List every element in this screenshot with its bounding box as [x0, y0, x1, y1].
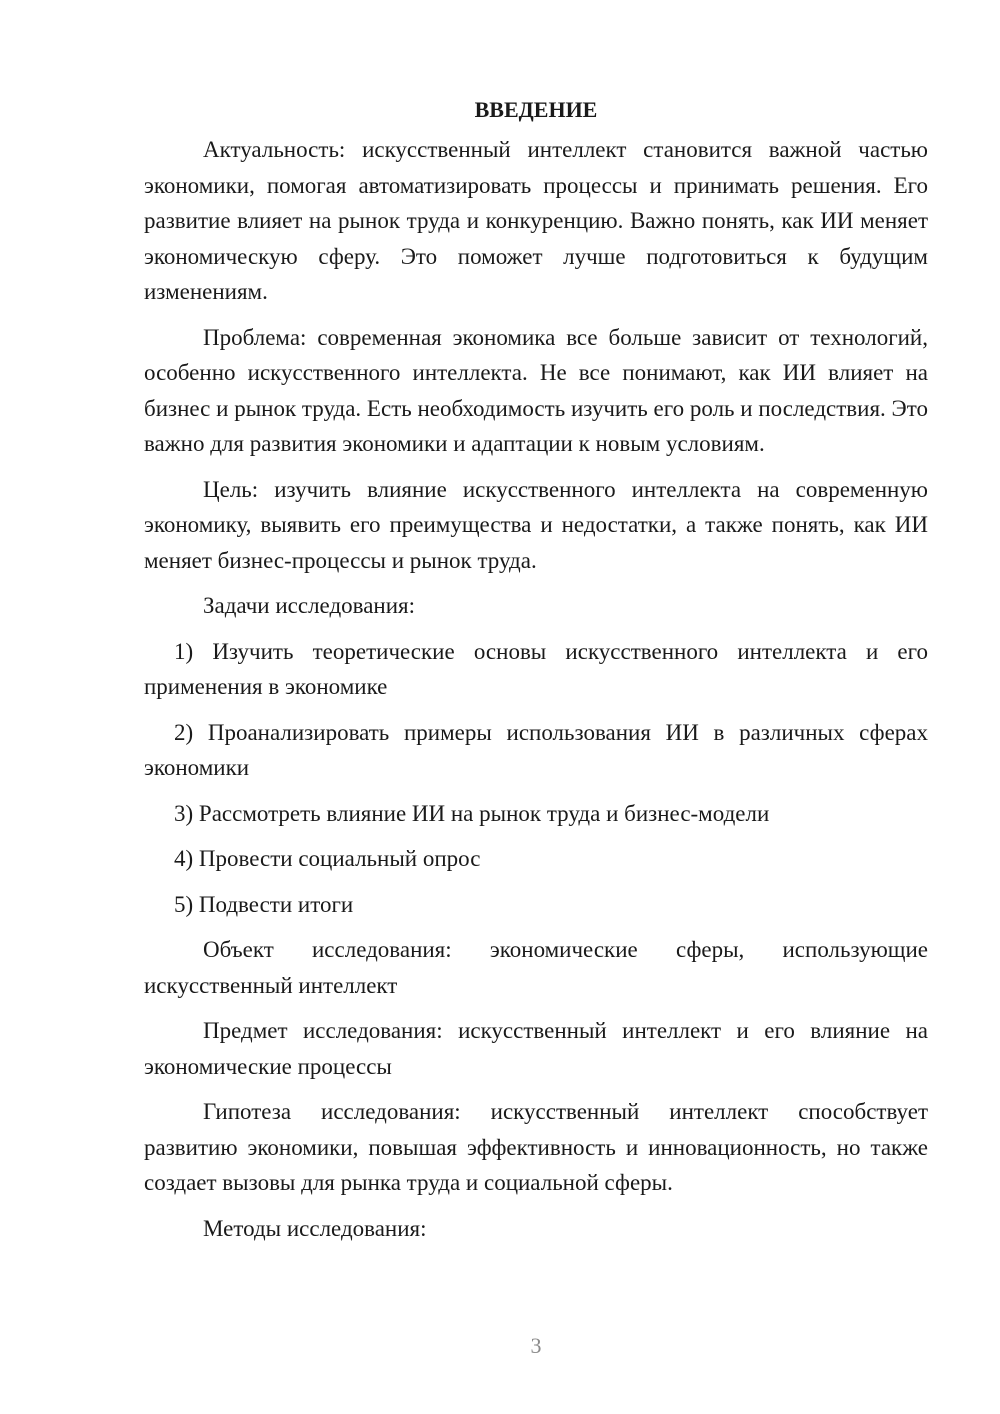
task-item-5: 5) Подвести итоги	[174, 891, 354, 917]
document-page	[144, 92, 928, 1256]
tasks-heading: Задачи исследования:	[203, 593, 416, 618]
problem-paragraph: Проблема: современная экономика все больше зависит от технологий, особенно искусственного интеллекта. Не все понимают, как ИИ влияет на бизнес и рынок труда. Есть необходимость изучить его роль и последствия. Это важно для развития экономики и адаптации к новым условиям.	[144, 324, 928, 456]
task-item-2: 2) Проанализировать примеры использования ИИ в различных сферах экономики	[144, 719, 928, 780]
subject-paragraph: Предмет исследования: искусственный интеллект и его влияние на экономические процессы	[144, 1018, 928, 1079]
page-number: 3	[530, 1333, 542, 1358]
task-item-1: 1) Изучить теоретические основы искусственного интеллекта и его применения в экономике	[144, 638, 928, 699]
task-item-3: 3) Рассмотреть влияние ИИ на рынок труда и бизнес-модели	[174, 800, 770, 826]
object-paragraph: Объект исследования: экономические сферы, использующие искусственный интеллект	[144, 937, 928, 998]
section-title: ВВЕДЕНИЕ	[474, 97, 598, 122]
goal-paragraph: Цель: изучить влияние искусственного интеллекта на современную экономику, выявить его преимущества и недостатки, а также понять, как ИИ меняет бизнес-процессы и рынок труда.	[144, 476, 928, 573]
hypothesis-paragraph: Гипотеза исследования: искусственный интеллект способствует развитию экономики, повышая эффективность и инновационность, но также создает вызовы для рынка труда и социальной сферы.	[144, 1099, 928, 1195]
task-item-4: 4) Провести социальный опрос	[174, 846, 481, 871]
relevance-paragraph: Актуальность: искусственный интеллект становится важной частью экономики, помогая автоматизировать процессы и принимать решения. Его развитие влияет на рынок труда и конкуренцию. Важно понять, как ИИ меняет экономическую сферу. Это поможет лучше подготовиться к будущим изменениям.	[144, 137, 928, 304]
methods-heading: Методы исследования:	[203, 1215, 427, 1241]
